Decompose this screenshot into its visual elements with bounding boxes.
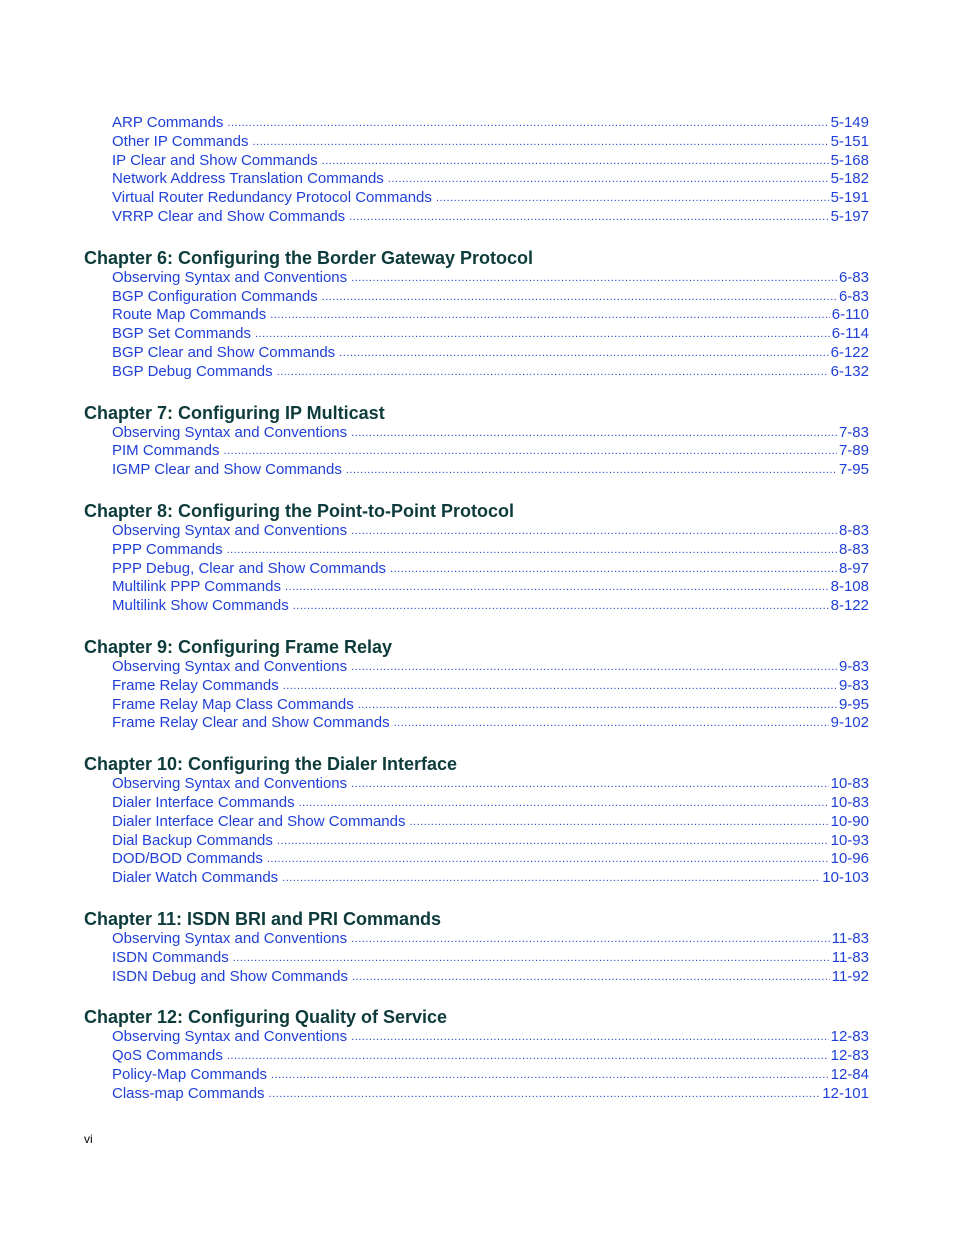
toc-entry-link[interactable] (112, 578, 869, 597)
toc-entry-link[interactable] (112, 461, 869, 480)
toc-entry-page-number: 5-191 (830, 189, 869, 207)
toc-entry-link[interactable] (112, 869, 869, 888)
dot-leader (394, 714, 829, 733)
chapter-heading: Chapter 12: Configuring Quality of Service (84, 1007, 448, 1028)
toc-section (84, 248, 869, 382)
dot-leader (388, 170, 829, 189)
toc-entry-page-number: 10-83 (830, 793, 869, 811)
dot-leader (283, 677, 837, 696)
dot-leader (351, 658, 837, 677)
chapter-heading: Chapter 11: ISDN BRI and PRI Commands (84, 908, 442, 929)
toc-section (84, 637, 869, 733)
toc-entry-label: Policy-Map Commands (112, 1065, 268, 1083)
dot-leader (351, 424, 837, 443)
toc-entry-link[interactable] (112, 677, 869, 696)
toc-entry-link[interactable] (112, 541, 869, 560)
toc-entry-link[interactable] (112, 288, 869, 307)
toc-entry-page-number: 10-96 (830, 850, 869, 868)
toc-entry-link[interactable] (112, 794, 869, 813)
toc-entry-label: BGP Debug Commands (112, 362, 273, 380)
dot-leader (346, 461, 837, 480)
dot-leader (352, 968, 830, 987)
toc-entry-page-number: 7-83 (838, 423, 869, 441)
toc-entry-link[interactable] (112, 1066, 869, 1085)
toc-entry-page-number: 8-97 (838, 559, 869, 577)
toc-entry-page-number: 9-102 (830, 714, 869, 732)
toc-entry-page-number: 9-83 (838, 676, 869, 694)
toc-entry-page-number: 12-83 (830, 1028, 869, 1046)
toc-entry-label: Observing Syntax and Conventions (112, 929, 348, 947)
dot-leader (270, 306, 830, 325)
dot-leader (224, 442, 837, 461)
toc-entry-link[interactable] (112, 832, 869, 851)
toc-entry-link[interactable] (112, 325, 869, 344)
toc-entry-label: Observing Syntax and Conventions (112, 775, 348, 793)
toc-entry-link[interactable] (112, 189, 869, 208)
dot-leader (277, 363, 829, 382)
dot-leader (227, 541, 837, 560)
dot-leader (293, 597, 829, 616)
toc-entry-page-number: 8-122 (830, 597, 869, 615)
dot-leader (267, 850, 829, 869)
dot-leader (351, 775, 828, 794)
chapter-heading: Chapter 7: Configuring IP Multicast (84, 402, 385, 423)
toc-entry-label: Network Address Translation Commands (112, 170, 384, 188)
toc-entry-page-number: 8-83 (838, 540, 869, 558)
dot-leader (351, 930, 830, 949)
toc-entry-label: IGMP Clear and Show Commands (112, 461, 342, 479)
toc-entry-label: PIM Commands (112, 442, 220, 460)
toc-entry-page-number: 7-95 (838, 461, 869, 479)
dot-leader (285, 578, 829, 597)
toc-entry-label: VRRP Clear and Show Commands (112, 207, 346, 225)
toc-entry-page-number: 8-108 (830, 578, 869, 596)
toc-entry-page-number: 10-83 (830, 775, 869, 793)
toc-entry-page-number: 5-182 (830, 170, 869, 188)
toc-entry-page-number: 9-83 (838, 657, 869, 675)
dot-leader (322, 288, 837, 307)
dot-leader (252, 133, 828, 152)
toc-entry-label: Virtual Router Redundancy Protocol Commands (112, 189, 432, 207)
dot-leader (227, 1047, 829, 1066)
chapter-heading: Chapter 8: Configuring the Point-to-Point Protocol (84, 500, 514, 521)
toc-entry-label: Observing Syntax and Conventions (112, 1028, 348, 1046)
chapter-heading: Chapter 6: Configuring the Border Gateway Protocol (84, 247, 534, 268)
toc-entry-link[interactable] (112, 850, 869, 869)
toc-entry-label: QoS Commands (112, 1047, 223, 1065)
toc-entry-link[interactable] (112, 306, 869, 325)
toc-entry-page-number: 5-197 (830, 207, 869, 225)
toc-entry-link[interactable] (112, 813, 869, 832)
toc-entry-page-number: 10-103 (822, 869, 869, 887)
table-of-contents (84, 114, 869, 1124)
toc-entry-page-number: 10-93 (830, 831, 869, 849)
toc-entry-page-number: 12-101 (822, 1084, 869, 1102)
toc-entry-page-number: 11-92 (831, 967, 869, 985)
toc-entry-label: PPP Commands (112, 540, 223, 558)
toc-entry-link[interactable] (112, 442, 869, 461)
dot-leader (390, 560, 837, 579)
toc-entry-link[interactable] (112, 714, 869, 733)
toc-entry-page-number: 5-151 (830, 132, 869, 150)
toc-entry-label: Multilink PPP Commands (112, 578, 281, 596)
toc-entry-label: Observing Syntax and Conventions (112, 268, 348, 286)
toc-entry-label: Route Map Commands (112, 306, 267, 324)
chapter-heading: Chapter 9: Configuring Frame Relay (84, 636, 393, 657)
toc-entry-label: Class-map Commands (112, 1084, 265, 1102)
dot-leader (339, 344, 828, 363)
toc-section (84, 501, 869, 616)
toc-entry-label: Observing Syntax and Conventions (112, 657, 348, 675)
dot-leader (322, 152, 829, 171)
toc-entry-link[interactable] (112, 696, 869, 715)
toc-entry-page-number: 6-110 (831, 306, 869, 324)
dot-leader (351, 269, 837, 288)
toc-entry-label: Dialer Interface Commands (112, 793, 295, 811)
toc-entry-page-number: 10-90 (830, 812, 869, 830)
toc-entry-page-number: 6-114 (831, 325, 869, 343)
toc-entry-link[interactable] (112, 1028, 869, 1047)
toc-entry-link[interactable] (112, 344, 869, 363)
toc-section (84, 114, 869, 227)
toc-section (84, 1007, 869, 1103)
dot-leader (351, 1028, 828, 1047)
toc-entry-page-number: 6-122 (830, 343, 869, 361)
toc-entry-label: BGP Set Commands (112, 325, 251, 343)
toc-entry-page-number: 6-83 (838, 268, 869, 286)
toc-entry-link[interactable] (112, 1047, 869, 1066)
toc-entry-page-number: 5-168 (830, 151, 869, 169)
toc-entry-label: Frame Relay Clear and Show Commands (112, 714, 390, 732)
toc-entry-label: Dialer Interface Clear and Show Commands (112, 812, 406, 830)
dot-leader (269, 1085, 821, 1104)
toc-entry-page-number: 11-83 (831, 929, 869, 947)
toc-entry-page-number: 6-83 (838, 287, 869, 305)
toc-entry-label: ISDN Commands (112, 948, 229, 966)
toc-entry-label: ISDN Debug and Show Commands (112, 967, 348, 985)
toc-entry-label: Frame Relay Commands (112, 676, 279, 694)
toc-entry-link[interactable] (112, 133, 869, 152)
toc-entry-label: BGP Configuration Commands (112, 287, 318, 305)
toc-entry-label: Observing Syntax and Conventions (112, 521, 348, 539)
toc-entry-link[interactable] (112, 775, 869, 794)
toc-entry-link[interactable] (112, 949, 869, 968)
toc-entry-label: Dial Backup Commands (112, 831, 273, 849)
dot-leader (349, 208, 828, 227)
dot-leader (358, 696, 837, 715)
dot-leader (351, 522, 837, 541)
toc-entry-page-number: 9-95 (838, 695, 869, 713)
toc-entry-page-number: 12-83 (830, 1047, 869, 1065)
toc-entry-page-number: 5-149 (830, 114, 869, 131)
dot-leader (233, 949, 830, 968)
toc-entry-link[interactable] (112, 522, 869, 541)
toc-entry-link[interactable] (112, 968, 869, 987)
toc-entry-link[interactable] (112, 269, 869, 288)
dot-leader (227, 114, 828, 133)
toc-entry-link[interactable] (112, 170, 869, 189)
dot-leader (299, 794, 829, 813)
toc-entry-link[interactable] (112, 114, 869, 133)
toc-entry-link[interactable] (112, 363, 869, 382)
toc-section (84, 754, 869, 888)
toc-entry-link[interactable] (112, 424, 869, 443)
toc-section (84, 909, 869, 986)
toc-section (84, 403, 869, 480)
toc-entry-page-number: 8-83 (838, 521, 869, 539)
dot-leader (277, 832, 829, 851)
dot-leader (271, 1066, 829, 1085)
chapter-heading: Chapter 10: Configuring the Dialer Interface (84, 754, 458, 775)
toc-entry-label: DOD/BOD Commands (112, 850, 263, 868)
toc-entry-label: Frame Relay Map Class Commands (112, 695, 354, 713)
toc-entry-link[interactable] (112, 208, 869, 227)
toc-entry-label: BGP Clear and Show Commands (112, 343, 336, 361)
toc-entry-label: Multilink Show Commands (112, 597, 289, 615)
toc-entry-label: IP Clear and Show Commands (112, 151, 318, 169)
toc-entry-page-number: 11-83 (831, 948, 869, 966)
toc-entry-link[interactable] (112, 658, 869, 677)
dot-leader (282, 869, 820, 888)
toc-entry-page-number: 12-84 (830, 1065, 869, 1083)
toc-entry-label: Other IP Commands (112, 132, 249, 150)
toc-entry-label: Dialer Watch Commands (112, 869, 279, 887)
toc-entry-link[interactable] (112, 930, 869, 949)
toc-entry-link[interactable] (112, 152, 869, 171)
dot-leader (255, 325, 830, 344)
dot-leader (436, 189, 829, 208)
toc-entry-page-number: 7-89 (838, 442, 869, 460)
footer-page-number: vi (84, 1132, 93, 1146)
toc-entry-label: PPP Debug, Clear and Show Commands (112, 559, 387, 577)
toc-entry-page-number: 6-132 (830, 362, 869, 380)
toc-entry-link[interactable] (112, 560, 869, 579)
dot-leader (409, 813, 828, 832)
toc-entry-link[interactable] (112, 597, 869, 616)
toc-entry-label: Observing Syntax and Conventions (112, 423, 348, 441)
toc-entry-label: ARP Commands (112, 114, 224, 131)
toc-entry-link[interactable] (112, 1085, 869, 1104)
